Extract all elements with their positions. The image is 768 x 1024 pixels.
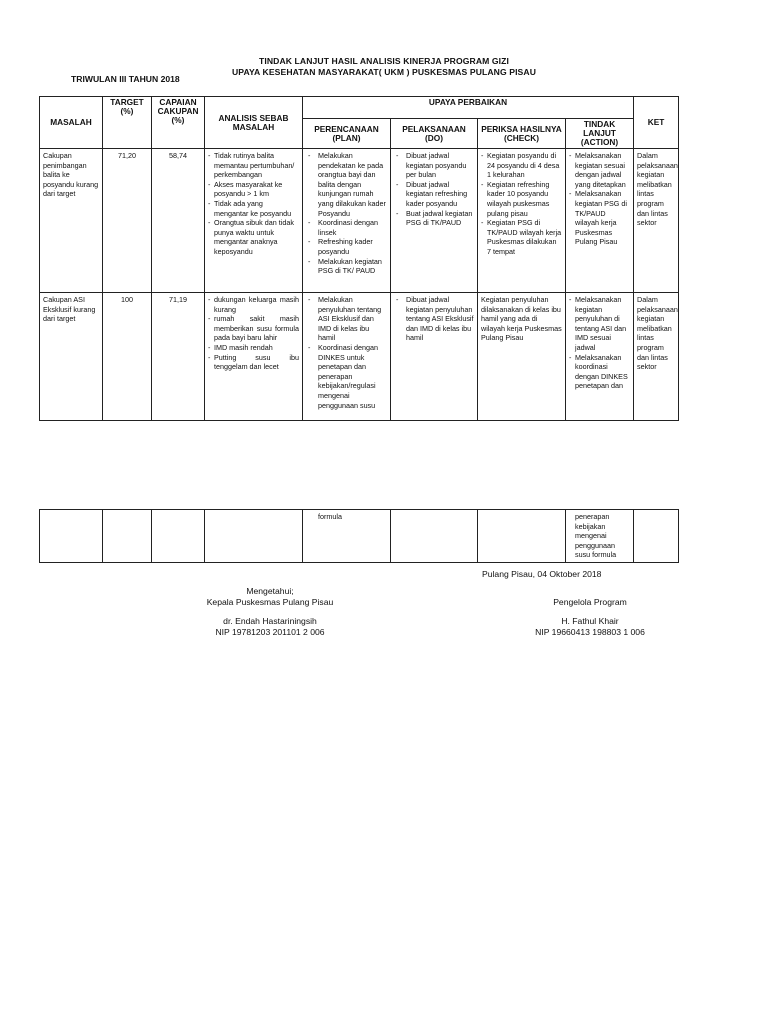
list-item: - Dibuat jadwal kegiatan penyuluhan tentang ASI Eksklusif dan IMD di kelas ibu hamil bbox=[394, 295, 474, 343]
list-item: - Kegiatan posyandu di 24 posyandu di 4 desa 1 kelurahan bbox=[481, 151, 562, 180]
cell-plan bbox=[303, 293, 391, 421]
cell-ket: Dalam pelaksanaan kegiatan melibatkan lintas program dan lintas sektor bbox=[634, 293, 679, 421]
continuation-table bbox=[39, 509, 679, 563]
cell-analisis bbox=[205, 149, 303, 293]
cell-check: Kegiatan penyuluhan dilaksanakan di kelas ibu hamil yang ada di wilayah kerja Puskesmas Pulang Pisau bbox=[478, 293, 566, 421]
table-row bbox=[40, 293, 679, 421]
header-ket: KET bbox=[634, 97, 679, 149]
manager-nip: NIP 19660413 198803 1 006 bbox=[535, 627, 645, 637]
acknowledged-label: Mengetahui; bbox=[246, 586, 294, 596]
list-item: - Melakukan pendekatan ke pada orangtua bayi dan balita dengan kunjungan rumah yang dilakukan kader Posyandu bbox=[306, 151, 387, 218]
cell-ket: Dalam pelaksanaan kegiatan melibatkan lintas program dan lintas sektor bbox=[634, 149, 679, 293]
list-item: - rumah sakit masih memberikan susu formula pada bayi baru lahir bbox=[208, 314, 299, 343]
list-item: - Melakukan penyuluhan tentang ASI Eksklusif dan IMD di kelas ibu hamil bbox=[306, 295, 387, 343]
document-title: TINDAK LANJUT HASIL ANALISIS KINERJA PROGRAM GIZI bbox=[259, 56, 509, 66]
cell-masalah bbox=[40, 510, 103, 563]
list-item: - Tidak ada yang mengantar ke posyandu bbox=[208, 199, 299, 218]
header-target: TARGET (%) bbox=[103, 97, 152, 149]
cell-do bbox=[391, 293, 478, 421]
list-item: - Kegiatan PSG di TK/PAUD wilayah kerja Puskesmas dilakukan 7 tempat bbox=[481, 218, 562, 256]
header-check: PERIKSA HASILNYA (CHECK) bbox=[478, 119, 566, 149]
cell-check bbox=[478, 149, 566, 293]
header-plan: PERENCANAAN (PLAN) bbox=[303, 119, 391, 149]
continuation-action: penerapan kebijakan mengenai penggunaan susu formula bbox=[575, 512, 617, 560]
cell-analisis bbox=[205, 293, 303, 421]
header-masalah: MASALAH bbox=[40, 97, 103, 149]
cell-capaian: 71,19 bbox=[152, 293, 205, 421]
list-item: - Melaksanakan kegiatan sesuai dengan jadwal yang ditetapkan bbox=[569, 151, 630, 189]
cell-masalah: Cakupan penimbangan balita ke posyandu kurang dari target bbox=[40, 149, 103, 293]
list-item: - Tidak rutinya balita memantau pertumbuhan/ perkembangan bbox=[208, 151, 299, 180]
cell-target bbox=[103, 510, 152, 563]
cell-action bbox=[566, 149, 634, 293]
head-nip: NIP 19781203 201101 2 006 bbox=[215, 627, 325, 637]
list-item: - Koordinasi dengan linsek bbox=[306, 218, 387, 237]
continuation-plan: formula bbox=[318, 512, 342, 521]
list-item: - Akses masyarakat ke posyandu > 1 km bbox=[208, 180, 299, 199]
cell-action bbox=[566, 510, 634, 563]
list-item: - Buat jadwal kegiatan PSG di TK/PAUD bbox=[394, 209, 474, 228]
place-date: Pulang Pisau, 04 Oktober 2018 bbox=[482, 569, 602, 579]
cell-plan bbox=[303, 510, 391, 563]
header-analisis: ANALISIS SEBAB MASALAH bbox=[205, 97, 303, 149]
list-item: - Dibuat jadwal kegiatan posyandu per bulan bbox=[394, 151, 474, 180]
head-position: Kepala Puskesmas Pulang Pisau bbox=[206, 597, 334, 607]
list-item: - Refreshing kader posyandu bbox=[306, 237, 387, 256]
manager-position: Pengelola Program bbox=[553, 597, 627, 607]
table-row bbox=[40, 510, 679, 563]
list-item: - Orangtua sibuk dan tidak punya waktu untuk mengantar anaknya keposyandu bbox=[208, 218, 299, 256]
list-item: - IMD masih rendah bbox=[208, 343, 299, 353]
cell-capaian bbox=[152, 510, 205, 563]
cell-masalah: Cakupan ASI Eksklusif kurang dari target bbox=[40, 293, 103, 421]
cell-target: 100 bbox=[103, 293, 152, 421]
table-row bbox=[40, 149, 679, 293]
cell-action bbox=[566, 293, 634, 421]
head-name: dr. Endah Hastariningsih bbox=[223, 616, 317, 626]
cell-check bbox=[478, 510, 566, 563]
cell-do bbox=[391, 149, 478, 293]
cell-target: 71,20 bbox=[103, 149, 152, 293]
cell-ket bbox=[634, 510, 679, 563]
list-item: - Melakukan kegiatan PSG di TK/ PAUD bbox=[306, 257, 387, 276]
document-subtitle: UPAYA KESEHATAN MASYARAKAT( UKM ) PUSKESMAS PULANG PISAU bbox=[231, 67, 537, 77]
follow-up-table bbox=[39, 96, 679, 421]
list-item: - dukungan keluarga masih kurang bbox=[208, 295, 299, 314]
cell-capaian: 58,74 bbox=[152, 149, 205, 293]
header-upaya-perbaikan: UPAYA PERBAIKAN bbox=[303, 97, 634, 119]
list-item: - Melaksanakan koordinasi dengan DINKES penetapan dan bbox=[569, 353, 630, 391]
cell-do bbox=[391, 510, 478, 563]
list-item: - Kegiatan refreshing kader 10 posyandu wilayah puskesmas pulang pisau bbox=[481, 180, 562, 218]
list-item: - Melaksanakan kegiatan PSG di TK/PAUD wilayah kerja Puskesmas Pulang Pisau bbox=[569, 189, 630, 247]
manager-name: H. Fathul Khair bbox=[561, 616, 619, 626]
header-do: PELAKSANAAN (DO) bbox=[391, 119, 478, 149]
cell-plan bbox=[303, 149, 391, 293]
cell-analisis bbox=[205, 510, 303, 563]
period-label: TRIWULAN III TAHUN 2018 bbox=[71, 74, 180, 84]
header-action: TINDAK LANJUT (ACTION) bbox=[566, 119, 634, 149]
list-item: - Melaksanakan kegiatan penyuluhan di tentang ASI dan IMD sesuai jadwal bbox=[569, 295, 630, 353]
list-item: - Putting susu ibu tenggelam dan lecet bbox=[208, 353, 299, 372]
list-item: - Dibuat jadwal kegiatan refreshing kader posyandu bbox=[394, 180, 474, 209]
list-item: - Koordinasi dengan DINKES untuk penetapan dan penerapan kebijakan/regulasi mengenai penggunaan susu bbox=[306, 343, 387, 410]
header-capaian: CAPAIAN CAKUPAN (%) bbox=[152, 97, 205, 149]
